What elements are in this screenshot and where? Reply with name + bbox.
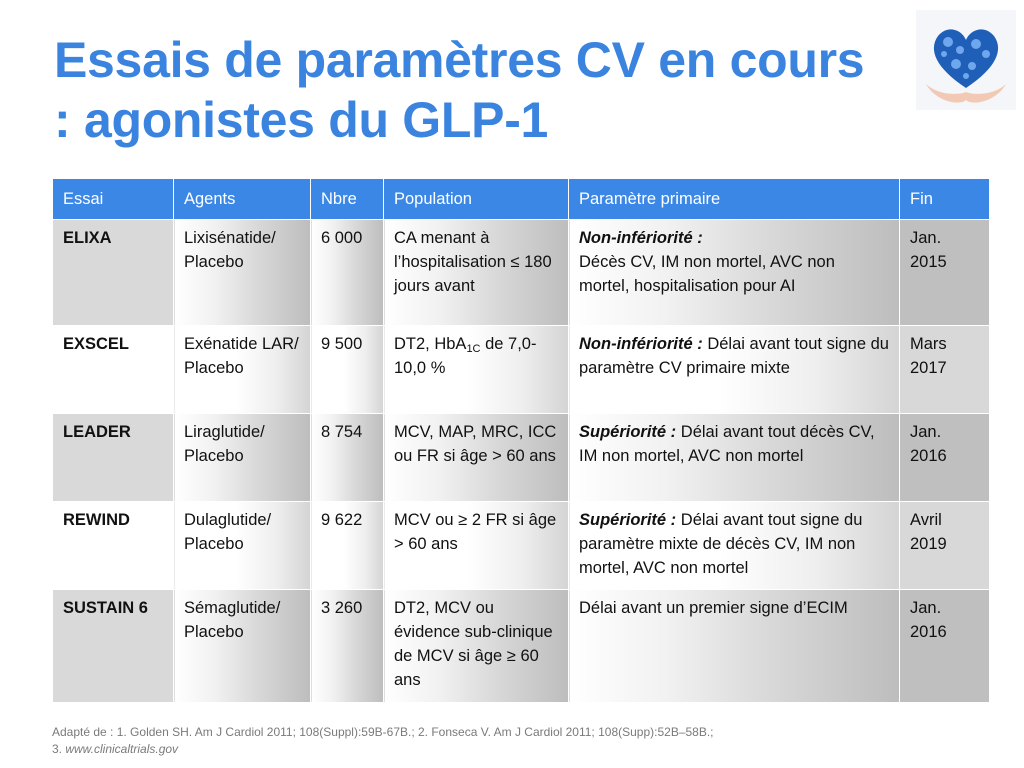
- cell-nbre: 6 000: [311, 220, 384, 326]
- table-row: [53, 220, 990, 326]
- cell-fin: Jan. 2016: [900, 414, 990, 502]
- cell-parametre: [569, 502, 900, 590]
- cell-nbre: 9 500: [311, 326, 384, 414]
- population-sub: 1C: [466, 343, 481, 355]
- cell-nbre: 9 622: [311, 502, 384, 590]
- header-agents: Agents: [174, 179, 311, 220]
- param-keyword: Supériorité :: [579, 423, 677, 441]
- reference-line-1: Adapté de : 1. Golden SH. Am J Cardiol 2011; 108(Suppl):59B-67B.; 2. Fonseca V. Am J Cardiol 2011; 108(Supp):52B–58B.;: [52, 725, 714, 739]
- cell-nbre: 3 260: [311, 590, 384, 703]
- cell-population: [384, 326, 569, 414]
- cell-agents: Exénatide LAR/ Placebo: [174, 326, 311, 414]
- reference-link[interactable]: www.clinicaltrials.gov: [65, 742, 179, 756]
- cell-essai: REWIND: [53, 502, 174, 590]
- cell-agents: Liraglutide/ Placebo: [174, 414, 311, 502]
- cell-agents: Lixisénatide/ Placebo: [174, 220, 311, 326]
- cell-agents: Dulaglutide/ Placebo: [174, 502, 311, 590]
- param-keyword: Non-infériorité :: [579, 229, 703, 247]
- table-row: [53, 326, 990, 414]
- cell-population: MCV ou ≥ 2 FR si âge > 60 ans: [384, 502, 569, 590]
- table-header-row: [53, 179, 990, 220]
- cell-essai: SUSTAIN 6: [53, 590, 174, 703]
- population-pre: DT2, HbA: [394, 335, 467, 353]
- cell-parametre: [569, 326, 900, 414]
- param-text: Délai avant un premier signe d’ECIM: [579, 599, 848, 617]
- reference-number: 3.: [52, 742, 66, 756]
- param-text: Délai avant tout signe du paramètre CV primaire mixte: [579, 335, 889, 377]
- param-text: Délai avant tout décès CV, IM non mortel, AVC non mortel: [579, 423, 875, 465]
- cell-parametre: [569, 220, 900, 326]
- header-population: Population: [384, 179, 569, 220]
- references: [52, 724, 972, 758]
- header-fin: Fin: [900, 179, 990, 220]
- cell-population: MCV, MAP, MRC, ICC ou FR si âge > 60 ans: [384, 414, 569, 502]
- population-post: de 7,0-10,0 %: [394, 335, 537, 377]
- header-nbre: Nbre: [311, 179, 384, 220]
- param-keyword: Non-infériorité :: [579, 335, 703, 353]
- cell-fin: Jan. 2015: [900, 220, 990, 326]
- table-row: [53, 502, 990, 590]
- trials-table: [52, 178, 990, 703]
- cell-nbre: 8 754: [311, 414, 384, 502]
- cell-essai: ELIXA: [53, 220, 174, 326]
- param-keyword: Supériorité :: [579, 511, 677, 529]
- cell-fin: Avril 2019: [900, 502, 990, 590]
- slide-title: Essais de paramètres CV en cours : agonistes du GLP-1: [54, 32, 865, 148]
- cell-fin: Jan. 2016: [900, 590, 990, 703]
- cell-fin: Mars 2017: [900, 326, 990, 414]
- cell-population: CA menant à l’hospitalisation ≤ 180 jours avant: [384, 220, 569, 326]
- table-row: [53, 414, 990, 502]
- table-row: [53, 590, 990, 703]
- param-text: Décès CV, IM non mortel, AVC non mortel, hospitalisation pour AI: [579, 253, 835, 295]
- cell-parametre: [569, 590, 900, 703]
- header-essai: Essai: [53, 179, 174, 220]
- reference-line-2: [52, 741, 972, 758]
- heart-hands-logo-icon: [916, 10, 1016, 110]
- cell-population: DT2, MCV ou évidence sub-clinique de MCV si âge ≥ 60 ans: [384, 590, 569, 703]
- cell-essai: EXSCEL: [53, 326, 174, 414]
- param-text: Délai avant tout signe du paramètre mixte de décès CV, IM non mortel, AVC non mortel: [579, 511, 863, 577]
- cell-parametre: [569, 414, 900, 502]
- header-parametre: Paramètre primaire: [569, 179, 900, 220]
- cell-agents: Sémaglutide/ Placebo: [174, 590, 311, 703]
- cell-essai: LEADER: [53, 414, 174, 502]
